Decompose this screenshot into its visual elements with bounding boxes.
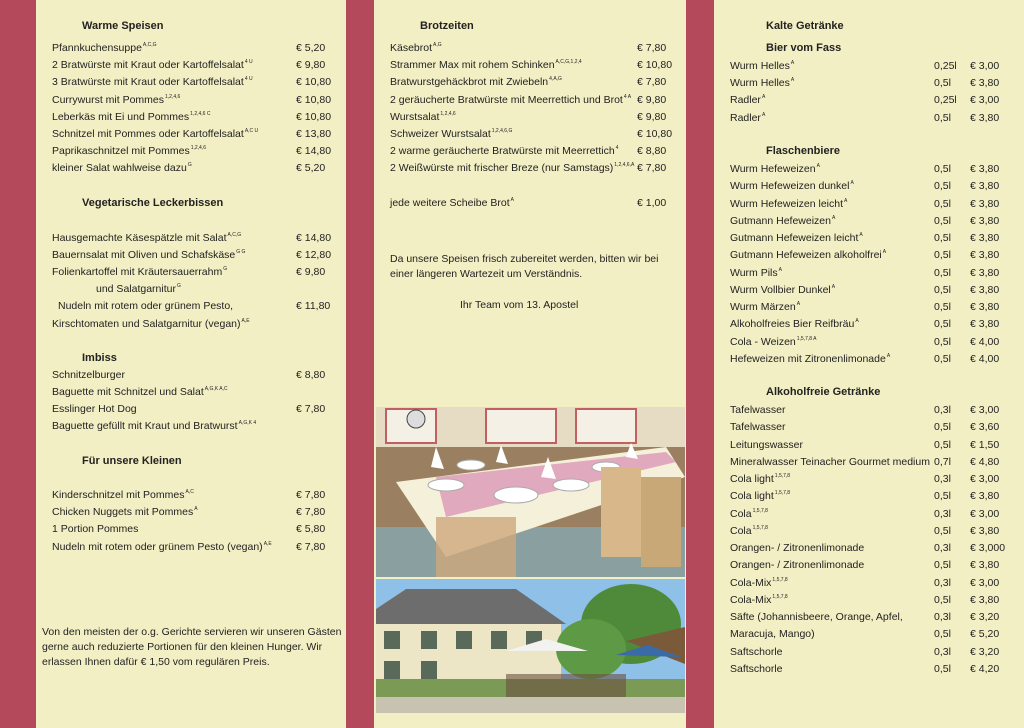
- menu-item-price: € 7,80: [296, 403, 326, 415]
- menu-item-volume: 0,5l: [934, 559, 951, 572]
- menu-item-name: [730, 558, 864, 572]
- menu-item-label: Schnitzel mit Pommes oder Kartoffelsalat: [52, 128, 244, 140]
- menu-item-price: € 3,80: [970, 318, 1000, 331]
- menu-item-name: [52, 522, 138, 536]
- allergen-codes: 4,A,G: [549, 76, 562, 83]
- menu-item-price: € 7,80: [637, 42, 667, 54]
- menu-item-price: € 10,80: [296, 110, 332, 123]
- menu-item-price: € 5,20: [296, 42, 326, 54]
- allergen-codes: 1,5,7,8: [774, 473, 791, 479]
- allergen-codes: A: [831, 214, 836, 221]
- menu-item-price: € 3,80: [970, 301, 1000, 313]
- menu-item-price: € 3,60: [970, 421, 1000, 434]
- menu-item-name: [52, 265, 227, 279]
- menu-item-label: Wurm Helles: [730, 77, 790, 90]
- menu-item-name: [730, 335, 817, 349]
- menu-item-volume: 0,3l: [934, 542, 951, 554]
- dining-room-photo: [376, 407, 685, 577]
- allergen-codes: 1,2,4,6: [165, 93, 181, 100]
- menu-item-name: [730, 507, 768, 521]
- allergen-codes: 4 U: [244, 76, 253, 83]
- menu-item-price: € 4,20: [970, 662, 1000, 675]
- menu-item-name: [730, 627, 815, 641]
- team-signature: Ihr Team vom 13. Apostel: [460, 299, 579, 311]
- menu-item-name: [52, 93, 180, 107]
- menu-item-volume: 0,5l: [934, 593, 951, 606]
- allergen-codes: 1,2,4,6,A: [614, 162, 635, 169]
- menu-item-label: Wurm Vollbier Dunkel: [730, 283, 831, 296]
- menu-item-name: [52, 144, 206, 158]
- menu-item-price: € 1,00: [637, 197, 667, 209]
- menu-item-name: [52, 385, 228, 399]
- menu-item-price: € 10,80: [296, 76, 332, 89]
- menu-item-label: Wurm Pils: [730, 266, 778, 279]
- menu-item-name: [730, 266, 782, 280]
- menu-item-price: € 3,80: [970, 197, 1000, 210]
- menu-item-price: € 3,80: [970, 266, 1000, 279]
- menu-item-volume: 0,5l: [934, 249, 951, 262]
- menu-item-price: € 7,80: [296, 506, 326, 519]
- section-title-imbiss: Imbiss: [82, 352, 117, 364]
- menu-item-name: [390, 75, 562, 89]
- section-title-kids: Für unsere Kleinen: [82, 455, 182, 467]
- menu-item-price: € 14,80: [296, 145, 332, 158]
- menu-item-price: € 9,80: [296, 59, 326, 72]
- menu-item-volume: 0,25l: [934, 60, 957, 72]
- menu-item-volume: 0,3l: [934, 507, 951, 520]
- menu-item-volume: 0,5l: [934, 163, 951, 175]
- menu-item-name: [390, 110, 456, 124]
- allergen-codes: 1,2,4,6: [440, 110, 456, 117]
- menu-item-volume: 0,5l: [934, 438, 951, 451]
- allergen-codes: A,C,G: [227, 232, 242, 238]
- allergen-codes: A: [778, 266, 782, 273]
- menu-item-price: € 7,80: [296, 489, 326, 501]
- menu-item-label: Bratwurstgehäckbrot mit Zwiebeln: [390, 76, 549, 89]
- menu-item-label: Hausgemachte Käsespätzle mit Salat: [52, 232, 227, 244]
- menu-item-label: Wurm Märzen: [730, 301, 796, 313]
- menu-item-price: € 3,80: [970, 283, 1000, 296]
- menu-item-price: € 3,000: [970, 542, 1006, 554]
- menu-item-name: [52, 127, 258, 141]
- menu-item-price: € 10,80: [296, 93, 332, 106]
- menu-item-name: [730, 162, 820, 176]
- menu-item-price: € 4,80: [970, 455, 1000, 468]
- menu-item-label: Kinderschnitzel mit Pommes: [52, 489, 185, 501]
- menu-item-price: € 9,80: [296, 266, 326, 278]
- allergen-codes: G: [223, 266, 228, 272]
- section-title-bottled-beer: Flaschenbiere: [766, 145, 840, 157]
- allergen-codes: A: [850, 180, 854, 187]
- menu-item-price: € 3,80: [970, 232, 1000, 244]
- menu-item-label: Saftschorle: [730, 662, 783, 675]
- menu-item-volume: 0,5l: [934, 283, 951, 296]
- allergen-codes: A,C U: [244, 128, 259, 134]
- menu-item-label: jede weitere Scheibe Brot: [390, 197, 510, 209]
- beer-garden-photo: [376, 579, 685, 713]
- left-red-stripe: [0, 0, 36, 728]
- allergen-codes: A: [831, 283, 836, 290]
- menu-item-name: [730, 472, 790, 486]
- allergen-codes: A: [844, 197, 848, 204]
- allergen-codes: A: [790, 60, 795, 66]
- menu-item-price: € 4,00: [970, 335, 1000, 348]
- menu-item-label: Folienkartoffel mit Kräutersauerrahm: [52, 266, 223, 278]
- menu-item-name: [52, 368, 125, 382]
- allergen-codes: A,C: [185, 489, 194, 495]
- menu-item-name: [52, 540, 272, 554]
- menu-item-price: € 4,00: [970, 352, 1000, 365]
- menu-item-name: [52, 110, 210, 124]
- allergen-codes: A: [796, 301, 801, 307]
- menu-item-label: Maracuja, Mango): [730, 628, 815, 641]
- right-red-stripe: [686, 0, 714, 728]
- allergen-codes: A,G: [433, 42, 442, 48]
- menu-item-volume: 0,5l: [934, 77, 951, 90]
- allergen-codes: 1,5,7,8: [752, 507, 768, 514]
- menu-item-price: € 3,00: [970, 404, 1000, 416]
- menu-item-label: Nudeln mit rotem oder grünem Pesto,: [58, 300, 234, 312]
- allergen-codes: 4 A: [623, 93, 632, 100]
- allergen-codes: 1,2,4,6: [190, 145, 207, 152]
- menu-item-price: € 3,80: [970, 214, 1000, 227]
- menu-item-volume: 0,3l: [934, 611, 951, 623]
- menu-item-label: Saftschorle: [730, 645, 783, 658]
- menu-item-price: € 7,80: [637, 162, 667, 175]
- menu-item-label: Alkoholfreies Bier Reifbräu: [730, 318, 855, 331]
- menu-item-price: € 9,80: [637, 93, 667, 106]
- menu-item-price: € 3,80: [970, 163, 1000, 175]
- menu-item-label: Paprikaschnitzel mit Pommes: [52, 145, 190, 158]
- allergen-codes: A: [816, 163, 820, 169]
- allergen-codes: A,E: [241, 318, 250, 324]
- menu-item-label: Chicken Nuggets mit Pommes: [52, 506, 194, 519]
- menu-item-name: [730, 352, 890, 366]
- menu-item-label: Cola-Mix: [730, 593, 772, 606]
- menu-item-label: Currywurst mit Pommes: [52, 93, 165, 106]
- menu-item-name: [730, 576, 788, 590]
- menu-item-name: [730, 662, 783, 676]
- menu-item-name: [730, 248, 886, 262]
- menu-item-label: Tafelwasser: [730, 421, 786, 434]
- menu-item-name: [52, 317, 250, 331]
- menu-item-name: [390, 127, 512, 141]
- menu-item-name: [390, 144, 618, 158]
- menu-item-name: [730, 593, 788, 607]
- menu-item-name: [730, 403, 785, 417]
- menu-item-name: [52, 248, 245, 262]
- menu-item-name: [730, 179, 854, 193]
- menu-item-name: [52, 419, 256, 433]
- menu-item-label: Cola: [730, 524, 752, 537]
- menu-item-price: € 7,80: [296, 540, 326, 553]
- menu-item-volume: 0,5l: [934, 180, 951, 193]
- menu-item-label: Esslinger Hot Dog: [52, 403, 137, 415]
- menu-item-name: [730, 93, 765, 107]
- menu-item-name: [730, 197, 847, 211]
- menu-item-label: Orangen- / Zitronenlimonade: [730, 542, 865, 554]
- menu-item-label: Leberkäs mit Ei und Pommes: [52, 110, 190, 123]
- menu-item-price: € 3,00: [970, 94, 1000, 107]
- menu-item-volume: 0,25l: [934, 94, 957, 107]
- menu-item-label: Mineralwasser Teinacher Gourmet medium: [730, 455, 930, 468]
- menu-item-price: € 10,80: [637, 128, 673, 140]
- menu-item-label: Säfte (Johannisbeere, Orange, Apfel,: [730, 611, 903, 623]
- menu-item-volume: 0,3l: [934, 404, 951, 416]
- menu-item-price: € 10,80: [637, 59, 673, 72]
- section-title-warm: Warme Speisen: [82, 20, 164, 32]
- menu-item-label: Bauernsalat mit Oliven und Schafskäse: [52, 249, 236, 261]
- menu-item-name: [52, 488, 194, 502]
- middle-red-stripe: [346, 0, 374, 728]
- menu-item-label: 1 Portion Pommes: [52, 523, 139, 536]
- menu-item-name: [96, 282, 181, 296]
- menu-item-price: € 3,80: [970, 77, 1000, 90]
- menu-item-name: [52, 402, 137, 416]
- section-title-cold-drinks: Kalte Getränke: [766, 20, 844, 32]
- menu-item-label: 2 Weißwürste mit frischer Breze (nur Samstags): [390, 162, 614, 175]
- menu-item-volume: 0,3l: [934, 576, 951, 589]
- menu-item-price: € 3,00: [970, 576, 1000, 589]
- menu-item-label: Nudeln mit rotem oder grünem Pesto (vegan): [52, 540, 263, 553]
- menu-item-price: € 3,80: [970, 593, 1000, 606]
- menu-item-price: € 3,80: [970, 180, 1000, 193]
- menu-item-name: [52, 231, 241, 245]
- allergen-codes: G G: [236, 249, 246, 255]
- menu-item-label: 3 Bratwürste mit Kraut oder Kartoffelsalat: [52, 76, 244, 89]
- menu-item-name: [730, 455, 930, 469]
- allergen-codes: 1,2,4,6,G: [491, 128, 513, 134]
- allergen-codes: 1,5,7,8: [772, 576, 788, 583]
- menu-item-price: € 3,80: [970, 111, 1000, 124]
- menu-item-volume: 0,7l: [934, 455, 951, 468]
- menu-item-label: Gutmann Hefeweizen: [730, 214, 831, 227]
- menu-item-name: [730, 438, 803, 452]
- allergen-codes: A: [886, 352, 891, 359]
- menu-item-name: [730, 231, 863, 245]
- allergen-codes: 1,2,4,6 C: [190, 110, 211, 117]
- allergen-codes: A: [761, 111, 766, 118]
- allergen-codes: A,C,G,1,2,4: [555, 59, 582, 66]
- menu-item-name: [390, 93, 631, 107]
- menu-item-name: [58, 299, 233, 313]
- menu-item-name: [52, 161, 192, 175]
- menu-item-volume: 0,3l: [934, 473, 951, 485]
- menu-item-name: [730, 420, 785, 434]
- menu-item-volume: 0,5l: [934, 318, 951, 331]
- menu-item-label: Pfannkuchensuppe: [52, 42, 142, 54]
- menu-item-label: Cola-Mix: [730, 576, 772, 589]
- menu-item-name: [52, 41, 157, 55]
- menu-item-name: [730, 300, 800, 314]
- section-title-brotzeiten: Brotzeiten: [420, 20, 474, 32]
- menu-item-price: € 1,50: [970, 438, 1000, 451]
- menu-item-label: Wurm Helles: [730, 60, 790, 72]
- menu-item-name: [730, 610, 903, 624]
- menu-item-name: [730, 645, 783, 659]
- menu-item-price: € 5,20: [970, 628, 1000, 641]
- menu-item-label: Wurm Hefeweizen leicht: [730, 197, 844, 210]
- menu-item-label: Wurm Hefeweizen dunkel: [730, 180, 850, 193]
- menu-item-price: € 3,20: [970, 645, 1000, 658]
- menu-item-price: € 5,80: [296, 523, 326, 536]
- menu-item-price: € 3,00: [970, 60, 1000, 72]
- menu-item-volume: 0,5l: [934, 662, 951, 675]
- menu-item-label: Cola light: [730, 473, 774, 485]
- menu-item-price: € 3,20: [970, 611, 1000, 623]
- menu-item-price: € 11,80: [296, 300, 331, 312]
- menu-item-label: Tafelwasser: [730, 404, 786, 416]
- menu-item-label: Gutmann Hefeweizen leicht: [730, 232, 859, 244]
- allergen-codes: G: [187, 162, 192, 169]
- menu-item-price: € 8,80: [637, 145, 667, 158]
- menu-item-volume: 0,5l: [934, 232, 951, 244]
- menu-item-name: [730, 489, 790, 503]
- menu-item-price: € 14,80: [296, 232, 332, 244]
- menu-item-price: € 3,00: [970, 473, 1000, 485]
- menu-item-label: Cola: [730, 507, 752, 520]
- allergen-codes: A: [859, 232, 863, 238]
- menu-item-label: Radler: [730, 111, 761, 124]
- menu-item-label: Baguette gefüllt mit Kraut und Bratwurst: [52, 420, 238, 432]
- menu-item-volume: 0,5l: [934, 490, 951, 503]
- menu-item-name: [730, 317, 859, 331]
- menu-item-label: Wurm Hefeweizen: [730, 163, 816, 175]
- menu-item-price: € 13,80: [296, 128, 332, 140]
- menu-item-label: kleiner Salat wahlweise dazu: [52, 162, 187, 175]
- menu-item-name: [730, 59, 794, 73]
- menu-item-label: Schweizer Wurstsalat: [390, 128, 491, 140]
- menu-item-volume: 0,5l: [934, 352, 951, 365]
- section-title-veg: Vegetarische Leckerbissen: [82, 197, 224, 209]
- allergen-codes: A: [790, 77, 795, 84]
- menu-item-name: [730, 214, 835, 228]
- menu-item-label: Schnitzelburger: [52, 369, 125, 381]
- menu-item-name: [52, 75, 253, 89]
- allergen-codes: 1,5,7,8: [772, 593, 788, 600]
- menu-item-price: € 5,20: [296, 162, 326, 175]
- menu-item-name: [730, 111, 765, 125]
- allergen-codes: A: [510, 197, 514, 203]
- menu-item-name: [52, 58, 253, 72]
- menu-item-volume: 0,5l: [934, 628, 951, 641]
- menu-item-price: € 3,80: [970, 524, 1000, 537]
- menu-item-label: Strammer Max mit rohem Schinken: [390, 59, 555, 72]
- menu-item-volume: 0,5l: [934, 421, 951, 434]
- menu-item-label: Radler: [730, 94, 761, 107]
- menu-item-label: Hefeweizen mit Zitronenlimonade: [730, 352, 886, 365]
- menu-item-label: 2 Bratwürste mit Kraut oder Kartoffelsalat: [52, 59, 244, 72]
- menu-item-price: € 12,80: [296, 249, 332, 261]
- allergen-codes: A,G,K A,C: [204, 386, 228, 392]
- allergen-codes: 1,5,7,8: [752, 524, 768, 531]
- menu-item-volume: 0,5l: [934, 214, 951, 227]
- allergen-codes: 1,5,7,8 A: [796, 335, 817, 342]
- menu-item-price: € 8,80: [296, 369, 326, 381]
- wait-time-note: Da unsere Speisen frisch zubereitet werden, bitten wir bei einer längeren Wartezeit um Verständnis.: [390, 253, 659, 280]
- allergen-codes: 4 U: [244, 59, 253, 66]
- menu-item-name: [390, 41, 442, 55]
- allergen-codes: A: [194, 506, 198, 513]
- allergen-codes: A: [761, 94, 766, 101]
- menu-item-name: [730, 541, 864, 555]
- menu-item-name: [390, 161, 634, 175]
- allergen-codes: G: [176, 283, 181, 289]
- menu-item-label: Cola light: [730, 490, 774, 503]
- menu-item-name: [390, 58, 582, 72]
- reduced-portion-note: Von den meisten der o.g. Gerichte servieren wir unseren Gästen gerne auch reduzierte Portionen für den kleinen Hunger. Wir erlassen Ihnen dafür € 1,50 vom regulären Preis.: [42, 626, 342, 668]
- menu-item-label: Kirschtomaten und Salatgarnitur (vegan): [52, 318, 241, 330]
- section-title-soft-drinks: Alkoholfreie Getränke: [766, 386, 881, 398]
- menu-item-price: € 7,80: [637, 76, 667, 89]
- menu-item-price: € 3,80: [970, 490, 1000, 503]
- menu-item-volume: 0,5l: [934, 197, 951, 210]
- menu-item-label: Orangen- / Zitronenlimonade: [730, 559, 865, 572]
- menu-item-label: Käsebrot: [390, 42, 433, 54]
- allergen-codes: A,G,K 4: [238, 420, 257, 426]
- menu-item-label: Leitungswasser: [730, 438, 803, 451]
- menu-item-label: Cola - Weizen: [730, 335, 796, 348]
- menu-item-volume: 0,5l: [934, 266, 951, 279]
- menu-item-label: 2 geräucherte Bratwürste mit Meerrettich und Brot: [390, 93, 623, 106]
- allergen-codes: 4: [615, 145, 619, 152]
- menu-item-name: [390, 196, 514, 210]
- menu-item-label: und Salatgarnitur: [96, 283, 176, 295]
- menu-item-price: € 9,80: [637, 110, 667, 123]
- menu-item-volume: 0,5l: [934, 524, 951, 537]
- menu-item-label: 2 warme geräucherte Bratwürste mit Meerrettich: [390, 145, 615, 158]
- allergen-codes: A,E: [263, 540, 272, 547]
- allergen-codes: A,C,G: [142, 42, 157, 48]
- menu-item-volume: 0,5l: [934, 111, 951, 124]
- allergen-codes: 1,5,7,8: [774, 490, 791, 497]
- allergen-codes: A: [855, 318, 859, 325]
- menu-item-label: Baguette mit Schnitzel und Salat: [52, 386, 204, 398]
- menu-item-volume: 0,5l: [934, 335, 951, 348]
- menu-item-price: € 3,00: [970, 507, 1000, 520]
- menu-item-name: [730, 524, 768, 538]
- menu-item-volume: 0,5l: [934, 301, 951, 313]
- section-title-draft-beer: Bier vom Fass: [766, 42, 842, 54]
- menu-item-name: [52, 505, 198, 519]
- menu-item-price: € 3,80: [970, 559, 1000, 572]
- allergen-codes: A: [882, 249, 887, 256]
- menu-item-label: Wurstsalat: [390, 110, 440, 123]
- menu-item-name: [730, 76, 794, 90]
- menu-item-volume: 0,3l: [934, 645, 951, 658]
- menu-item-price: € 3,80: [970, 249, 1000, 262]
- menu-item-label: Gutmann Hefeweizen alkoholfrei: [730, 249, 882, 262]
- menu-item-name: [730, 283, 835, 297]
